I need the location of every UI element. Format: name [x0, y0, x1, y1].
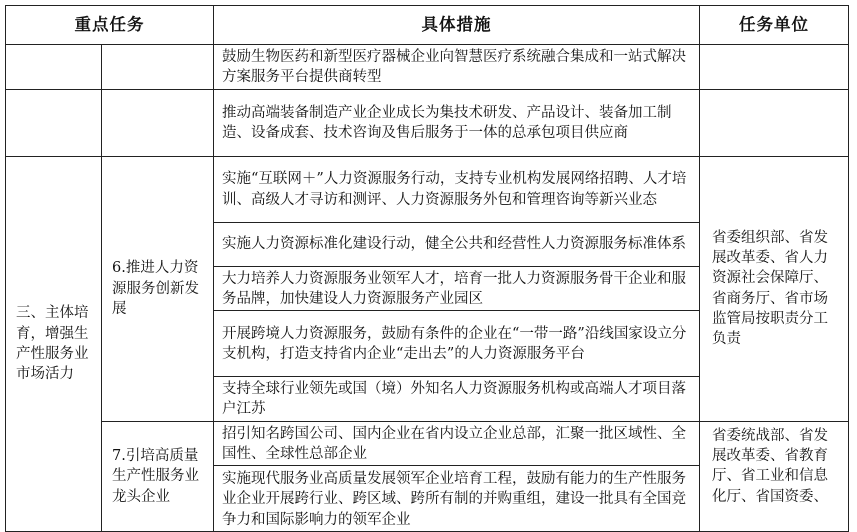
table-header-row	[6, 6, 849, 45]
table-row	[6, 45, 849, 90]
measure-cell: 招引知名跨国公司、国内企业在省内设立企业总部，汇聚一批区域性、全国性、全球性总部企业	[214, 421, 700, 466]
header-key-task: 重点任务	[6, 6, 214, 45]
task-table	[5, 5, 849, 532]
unit-cell: 省委统战部、省发展改革委、省教育厅、省工业和信息化厅、省国资委、	[700, 421, 849, 532]
table-row	[6, 89, 849, 156]
table-row	[6, 156, 849, 222]
category-cell: 三、主体培育，增强生产性服务业市场活力	[6, 156, 102, 532]
task-cell: 6.推进人力资源服务创新发展	[102, 156, 214, 421]
measure-cell: 开展跨境人力资源服务，鼓励有条件的企业在“一带一路”沿线国家设立分支机构，打造支持省内企业“走出去”的人力资源服务平台	[214, 311, 700, 377]
unit-cell-empty	[700, 89, 849, 156]
task-cell-empty	[102, 89, 214, 156]
measure-cell: 大力培养人力资源服务业领军人才，培育一批人力资源服务骨干企业和服务品牌，加快建设人力资源服务产业园区	[214, 266, 700, 311]
measure-cell: 实施人力资源标准化建设行动，健全公共和经营性人力资源服务标准体系	[214, 222, 700, 266]
header-measures: 具体措施	[214, 6, 700, 45]
measure-cell: 鼓励生物医药和新型医疗器械企业向智慧医疗系统融合集成和一站式解决方案服务平台提供商转型	[214, 45, 700, 90]
measure-cell: 实施现代服务业高质量发展领军企业培育工程，鼓励有能力的生产性服务业企业开展跨行业、跨区域、跨所有制的并购重组，建设一批具有全国竞争力和国际影响力的领军企业	[214, 466, 700, 532]
measure-cell: 推动高端装备制造产业企业成长为集技术研发、产品设计、装备加工制造、设备成套、技术咨询及售后服务于一体的总承包项目供应商	[214, 89, 700, 156]
measure-cell: 实施“互联网＋”人力资源服务行动，支持专业机构发展网络招聘、人才培训、高级人才寻访和测评、人力资源服务外包和管理咨询等新兴业态	[214, 156, 700, 222]
category-cell-empty	[6, 89, 102, 156]
table-row	[6, 421, 849, 466]
measure-cell: 支持全球行业领先或国（境）外知名人力资源服务机构或高端人才项目落户江苏	[214, 377, 700, 422]
category-cell-empty	[6, 45, 102, 90]
task-cell: 7.引培高质量生产性服务业龙头企业	[102, 421, 214, 532]
task-cell-empty	[102, 45, 214, 90]
document-page	[5, 5, 849, 532]
unit-cell-empty	[700, 45, 849, 90]
unit-cell: 省委组织部、省发展改革委、省人力资源社会保障厅、省商务厅、省市场监管局按职责分工负责	[700, 156, 849, 421]
header-unit: 任务单位	[700, 6, 849, 45]
